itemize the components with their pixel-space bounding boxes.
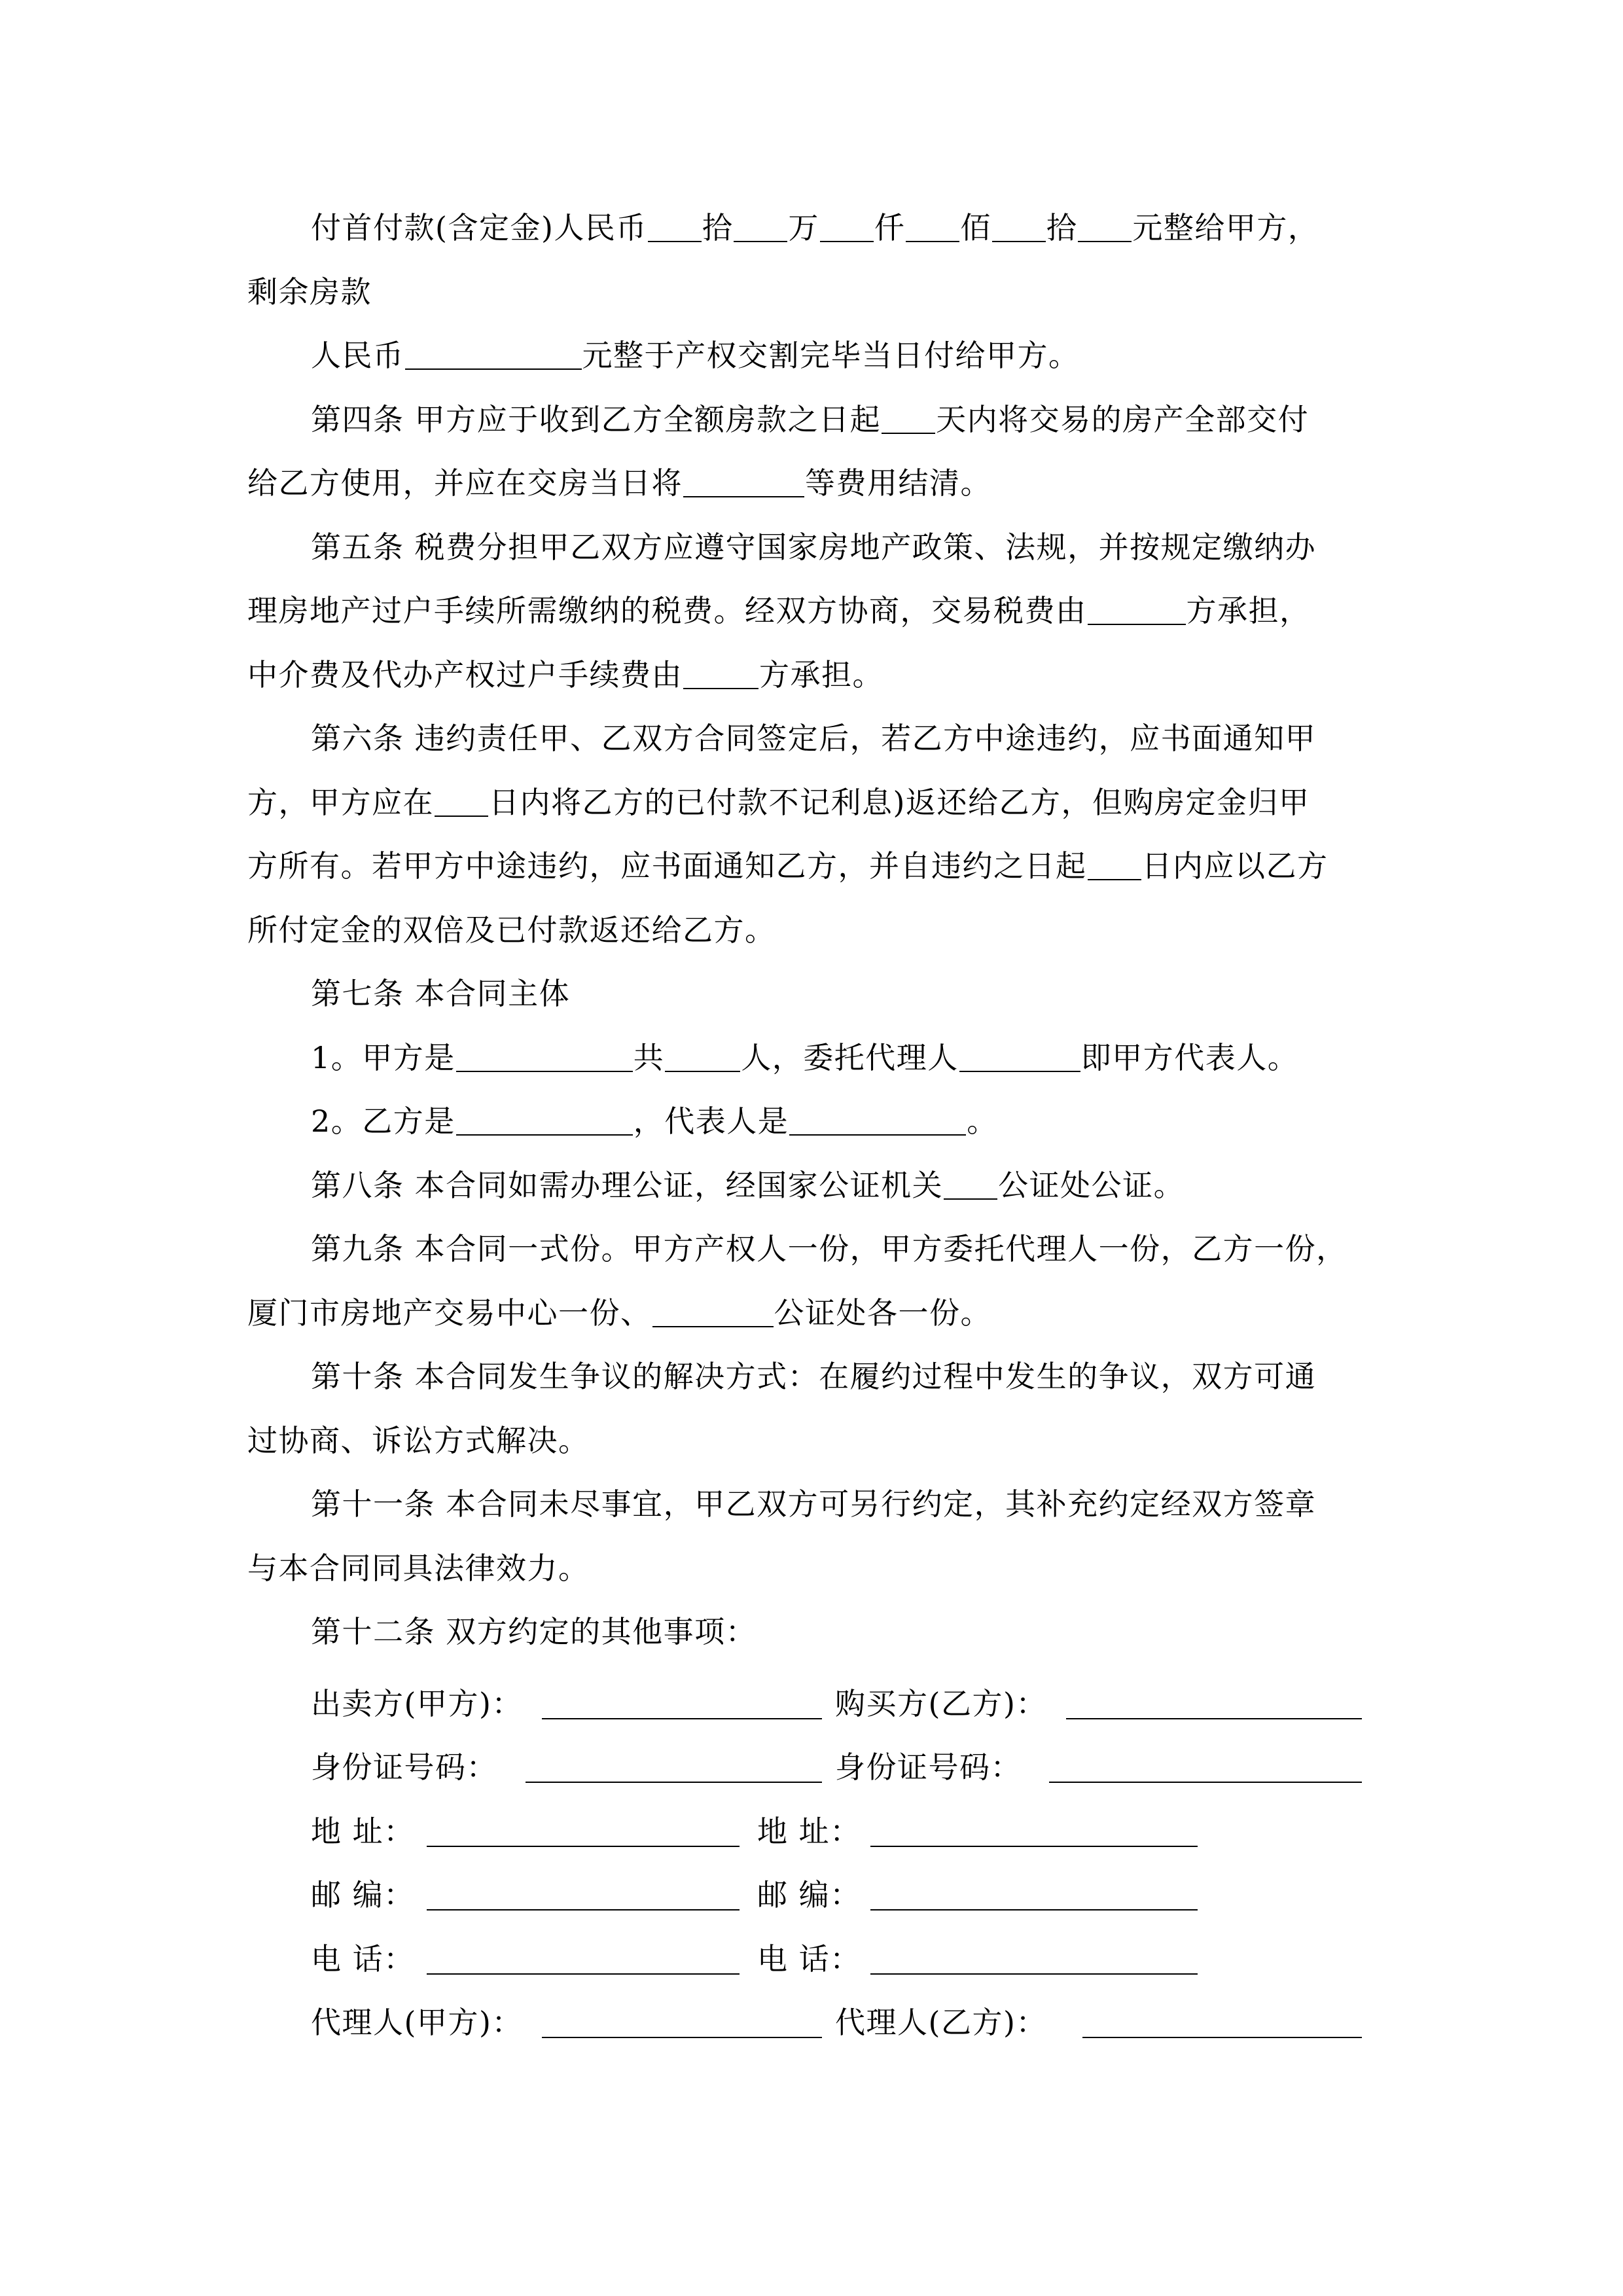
paragraph-line-p8	[247, 1162, 1399, 1226]
text-segment: 第六条 违约责任甲、乙双方合同签定后，若乙方中途违约，应书面通知甲	[311, 721, 1317, 756]
fill-in-blank[interactable]	[648, 207, 702, 242]
text-segment: 过协商、诉讼方式解决。	[247, 1422, 590, 1458]
paragraph-line-p5b	[247, 587, 1399, 651]
text-segment: 人，委托代理人	[741, 1039, 959, 1075]
contract-body	[247, 204, 1399, 1672]
paragraph-line-p7b	[247, 1098, 1399, 1162]
buyer-id-field[interactable]	[1049, 1782, 1362, 1783]
paragraph-line-p11b	[247, 1545, 1399, 1609]
fill-in-blank[interactable]	[683, 462, 804, 497]
text-segment: 即甲方代表人。	[1080, 1039, 1299, 1075]
seller-postcode-field[interactable]	[427, 1909, 740, 1910]
text-segment: 付首付款(含定金)人民币	[311, 210, 647, 245]
text-segment: 拾	[702, 210, 734, 245]
buyer-phone-field[interactable]	[870, 1973, 1198, 1975]
buyer-agent-label: 代理人(乙方)：	[835, 2005, 1047, 2040]
buyer-address-label: 地 址：	[757, 1814, 861, 1849]
seller-label: 出卖方(甲方)：	[311, 1686, 523, 1721]
text-segment: 第十一条 本合同未尽事宜，甲乙双方可另行约定，其补充约定经双方签章	[311, 1486, 1317, 1522]
fill-in-blank[interactable]	[992, 207, 1046, 242]
text-segment: 拾	[1046, 210, 1078, 245]
fill-in-blank[interactable]	[683, 654, 758, 689]
seller-agent-field[interactable]	[542, 2037, 822, 2038]
text-segment: 第七条 本合同主体	[311, 976, 571, 1011]
paragraph-line-p6a	[247, 715, 1399, 779]
seller-phone-label: 电 话：	[311, 1941, 415, 1977]
seller-agent-label: 代理人(甲方)：	[311, 2005, 523, 2040]
text-segment: 与本合同同具法律效力。	[247, 1550, 590, 1586]
text-segment: 人民币	[311, 338, 404, 373]
seller-id-field[interactable]	[526, 1782, 822, 1783]
fill-in-blank[interactable]	[944, 1164, 997, 1200]
fill-in-blank[interactable]	[405, 334, 582, 370]
fill-in-blank[interactable]	[456, 1100, 633, 1136]
text-segment: 理房地产过户手续所需缴纳的税费。经双方协商，交易税费由	[247, 593, 1087, 628]
paragraph-line-p6b	[247, 779, 1399, 843]
text-segment: 厦门市房地产交易中心一份、	[247, 1295, 652, 1331]
fill-in-blank[interactable]	[1078, 207, 1132, 242]
fill-in-blank[interactable]	[1088, 845, 1141, 880]
signature-row-phone	[0, 1935, 1623, 1999]
fill-in-blank[interactable]	[665, 1037, 740, 1072]
text-segment: 日内应以乙方	[1141, 848, 1329, 884]
text-segment: 等费用结清。	[805, 465, 991, 501]
paragraph-line-p2	[247, 268, 1399, 332]
paragraph-line-p6d	[247, 906, 1399, 971]
buyer-name-field[interactable]	[1066, 1718, 1362, 1719]
text-segment: 仟	[874, 210, 906, 245]
signature-row-id	[0, 1744, 1623, 1807]
text-segment: 第五条 税费分担甲乙双方应遵守国家房地产政策、法规，并按规定缴纳办	[311, 529, 1317, 565]
buyer-address-field[interactable]	[870, 1846, 1198, 1847]
text-segment: 第九条 本合同一式份。甲方产权人一份，甲方委托代理人一份，乙方一份，	[311, 1231, 1347, 1266]
text-segment: 1。甲方是	[311, 1039, 455, 1075]
paragraph-line-p5a	[247, 524, 1399, 588]
buyer-phone-label: 电 话：	[757, 1941, 861, 1977]
text-segment: ，代表人是	[633, 1103, 789, 1139]
text-segment: 方，甲方应在	[247, 784, 434, 820]
text-segment: 给乙方使用，并应在交房当日将	[247, 465, 683, 501]
buyer-postcode-label: 邮 编：	[757, 1877, 861, 1912]
fill-in-blank[interactable]	[734, 207, 787, 242]
text-segment: 剩余房款	[247, 274, 372, 310]
text-segment: 第十二条 双方约定的其他事项：	[311, 1614, 757, 1649]
paragraph-line-p12	[247, 1608, 1399, 1672]
fill-in-blank[interactable]	[959, 1037, 1080, 1072]
paragraph-line-p3	[247, 332, 1399, 396]
paragraph-line-p6c	[247, 842, 1399, 906]
text-segment: 元整于产权交割完毕当日付给甲方。	[582, 338, 1080, 373]
paragraph-line-p4b	[247, 459, 1399, 524]
seller-postcode-label: 邮 编：	[311, 1877, 415, 1912]
seller-id-label: 身份证号码：	[311, 1749, 497, 1785]
signature-row-postcode	[0, 1871, 1623, 1935]
paragraph-line-p5c	[247, 651, 1399, 715]
text-segment: 万	[788, 210, 819, 245]
signature-row-agent	[0, 1999, 1623, 2062]
text-segment: 元整给甲方，	[1132, 210, 1319, 245]
fill-in-blank[interactable]	[652, 1292, 774, 1327]
fill-in-blank[interactable]	[882, 399, 935, 434]
text-segment: 天内将交易的房产全部交付	[936, 401, 1310, 437]
text-segment: 第十条 本合同发生争议的解决方式：在履约过程中发生的争议，双方可通	[311, 1359, 1317, 1394]
text-segment: 方承担，	[1186, 593, 1311, 628]
paragraph-line-p10a	[247, 1353, 1399, 1417]
text-segment: 公证处各一份。	[774, 1295, 991, 1331]
fill-in-blank[interactable]	[820, 207, 874, 242]
fill-in-blank[interactable]	[456, 1037, 633, 1072]
paragraph-line-p9a	[247, 1225, 1399, 1289]
buyer-agent-field[interactable]	[1082, 2037, 1362, 2038]
text-segment: 第四条 甲方应于收到乙方全额房款之日起	[311, 401, 882, 437]
buyer-label: 购买方(乙方)：	[835, 1686, 1047, 1721]
seller-name-field[interactable]	[542, 1718, 822, 1719]
text-segment: 公证处公证。	[998, 1167, 1185, 1203]
signature-row-seller	[0, 1680, 1623, 1744]
text-segment: 所付定金的双倍及已付款返还给乙方。	[247, 912, 776, 948]
seller-phone-field[interactable]	[427, 1973, 740, 1975]
text-segment: 方承担。	[759, 656, 883, 692]
seller-address-label: 地 址：	[311, 1814, 415, 1849]
paragraph-line-p4a	[247, 396, 1399, 460]
fill-in-blank[interactable]	[435, 781, 488, 817]
seller-address-field[interactable]	[427, 1846, 740, 1847]
text-segment: 中介费及代办产权过户手续费由	[247, 656, 683, 692]
text-segment: 共	[633, 1039, 665, 1075]
fill-in-blank[interactable]	[789, 1100, 966, 1136]
text-segment: 第八条 本合同如需办理公证，经国家公证机关	[311, 1167, 944, 1203]
paragraph-line-p7a	[247, 1034, 1399, 1098]
paragraph-line-p7	[247, 970, 1399, 1034]
signature-row-address	[0, 1808, 1623, 1871]
paragraph-line-p9b	[247, 1289, 1399, 1354]
paragraph-line-p11a	[247, 1480, 1399, 1545]
text-segment: 。	[967, 1103, 998, 1139]
fill-in-blank[interactable]	[1088, 590, 1186, 625]
paragraph-line-p10b	[247, 1417, 1399, 1481]
text-segment: 2。乙方是	[311, 1103, 455, 1139]
text-segment: 方所有。若甲方中途违约，应书面通知乙方，并自违约之日起	[247, 848, 1087, 884]
text-segment: 佰	[960, 210, 991, 245]
text-segment: 日内将乙方的已付款不记利息)返还给乙方，但购房定金归甲	[489, 784, 1310, 820]
paragraph-line-p1	[247, 204, 1399, 268]
buyer-postcode-field[interactable]	[870, 1909, 1198, 1910]
buyer-id-label: 身份证号码：	[835, 1749, 1022, 1785]
fill-in-blank[interactable]	[906, 207, 959, 242]
